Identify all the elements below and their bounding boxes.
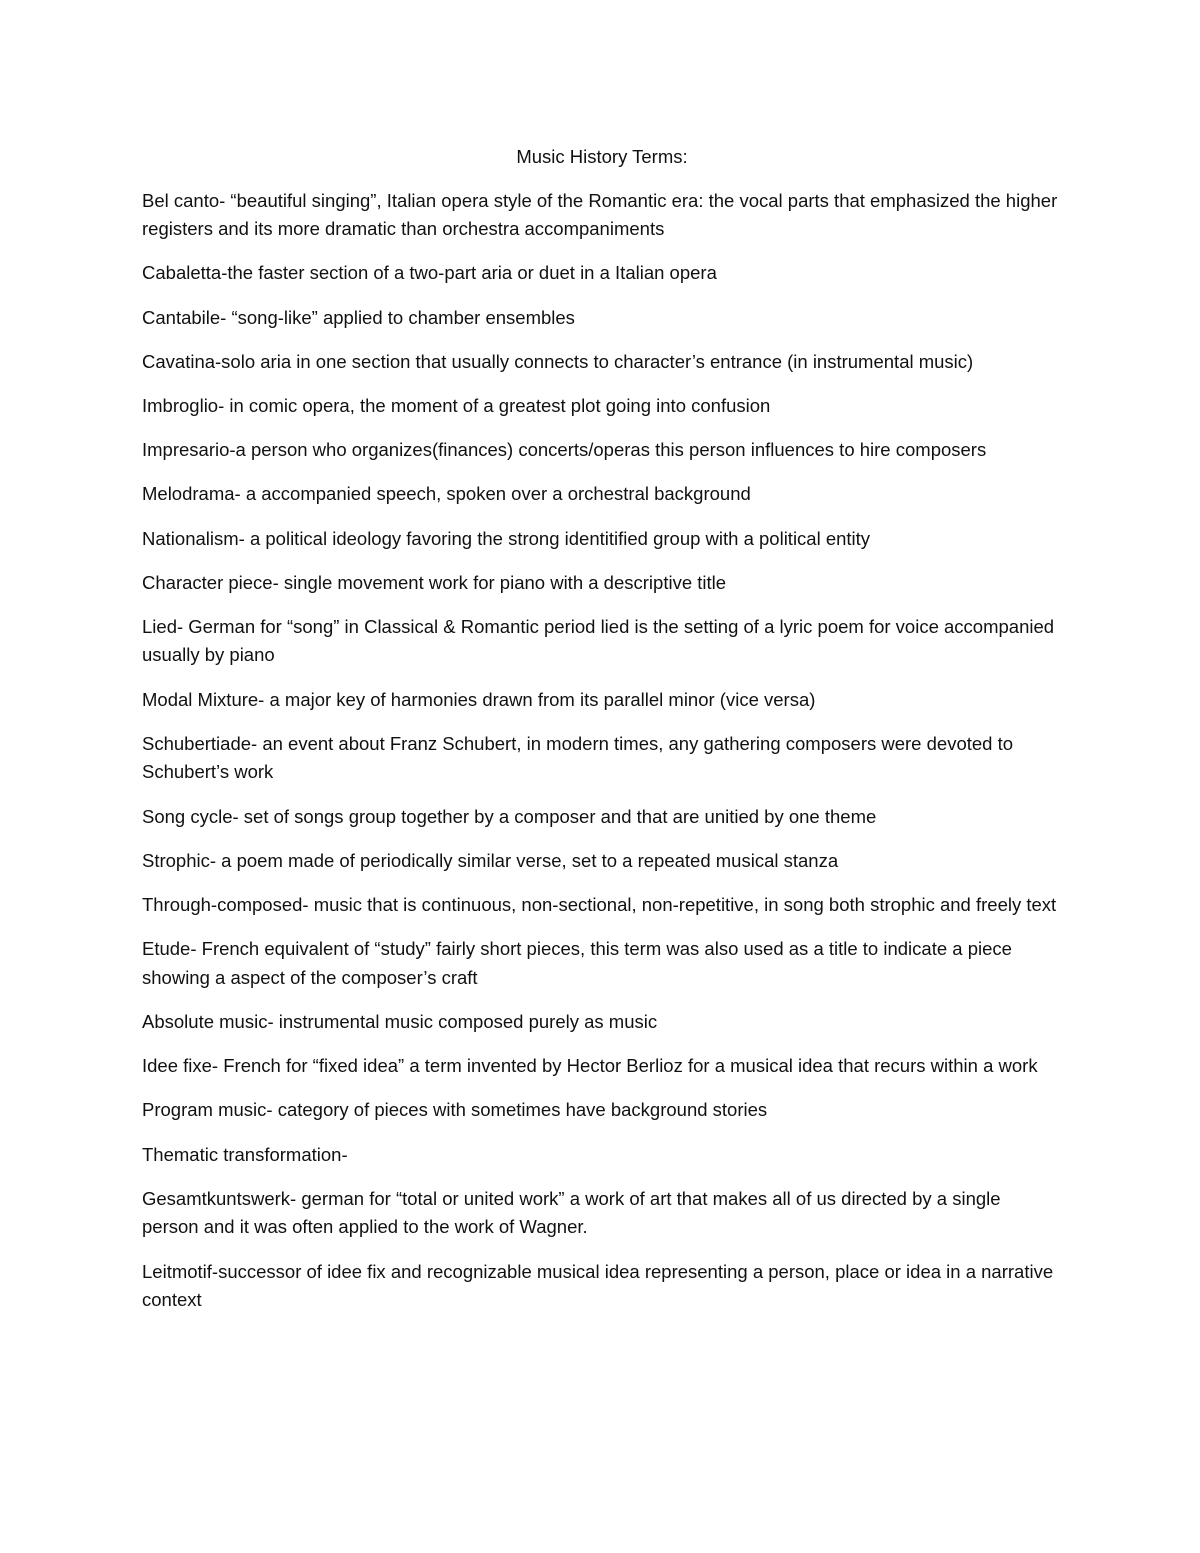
- term-thematic-transformation: Thematic transformation-: [142, 1143, 348, 1165]
- term-etude: Etude- French equivalent of “study” fairly short pieces, this term was also used as a title to indicate a piece showing a aspect of the composer’s craft: [142, 938, 1012, 988]
- term-impresario: Impresario-a person who organizes(finances) concerts/operas this person influences to hire composers: [142, 439, 987, 461]
- term-imbroglio: Imbroglio- in comic opera, the moment of a greatest plot going into confusion: [142, 394, 771, 416]
- term-melodrama: Melodrama- a accompanied speech, spoken over a orchestral background: [142, 483, 751, 505]
- term-bel-canto: Bel canto- “beautiful singing”, Italian opera style of the Romantic era: the vocal parts that emphasized the higher registers and its more dramatic than orchestra accompaniments: [142, 189, 1058, 240]
- term-lied: Lied- German for “song” in Classical & Romantic period lied is the setting of a lyric poem for voice accompanied usually by piano: [142, 615, 1055, 666]
- term-cantabile: Cantabile- “song-like” applied to chamber ensembles: [142, 306, 575, 328]
- term-modal-mixture: Modal Mixture- a major key of harmonies drawn from its parallel minor (vice versa): [142, 688, 816, 710]
- document-title: Music History Terms:: [516, 146, 688, 167]
- document-body: [142, 143, 1062, 1330]
- term-program-music: Program music- category of pieces with sometimes have background stories: [142, 1099, 768, 1121]
- term-leitmotif: Leitmotif-successor of idee fix and recognizable musical idea representing a person, place or idea in a narrative context: [142, 1260, 1054, 1311]
- term-character-piece: Character piece- single movement work for piano with a descriptive title: [142, 571, 727, 593]
- term-cavatina: Cavatina-solo aria in one section that usually connects to character’s entrance (in instrumental music): [142, 350, 974, 372]
- term-strophic: Strophic- a poem made of periodically similar verse, set to a repeated musical stanza: [142, 849, 839, 871]
- term-idee-fixe: Idee fixe- French for “fixed idea” a term invented by Hector Berlioz for a musical idea that recurs within a work: [142, 1055, 1038, 1077]
- term-schubertiade: Schubertiade- an event about Franz Schubert, in modern times, any gathering composers were devoted to Schubert’s work: [142, 732, 1014, 783]
- term-through-composed: Through-composed- music that is continuous, non-sectional, non-repetitive, in song both strophic and freely text: [142, 894, 1057, 915]
- term-nationalism: Nationalism- a political ideology favoring the strong identitified group with a political entity: [142, 527, 871, 549]
- term-gesamtkunstwerk: Gesamtkuntswerk- german for “total or united work” a work of art that makes all of us directed by a single person and it was often applied to the work of Wagner.: [142, 1187, 1001, 1238]
- term-song-cycle: Song cycle- set of songs group together by a composer and that are unitied by one theme: [142, 805, 877, 827]
- term-cabaletta: Cabaletta-the faster section of a two-part aria or duet in a Italian opera: [142, 262, 717, 284]
- term-absolute-music: Absolute music- instrumental music composed purely as music: [142, 1010, 658, 1032]
